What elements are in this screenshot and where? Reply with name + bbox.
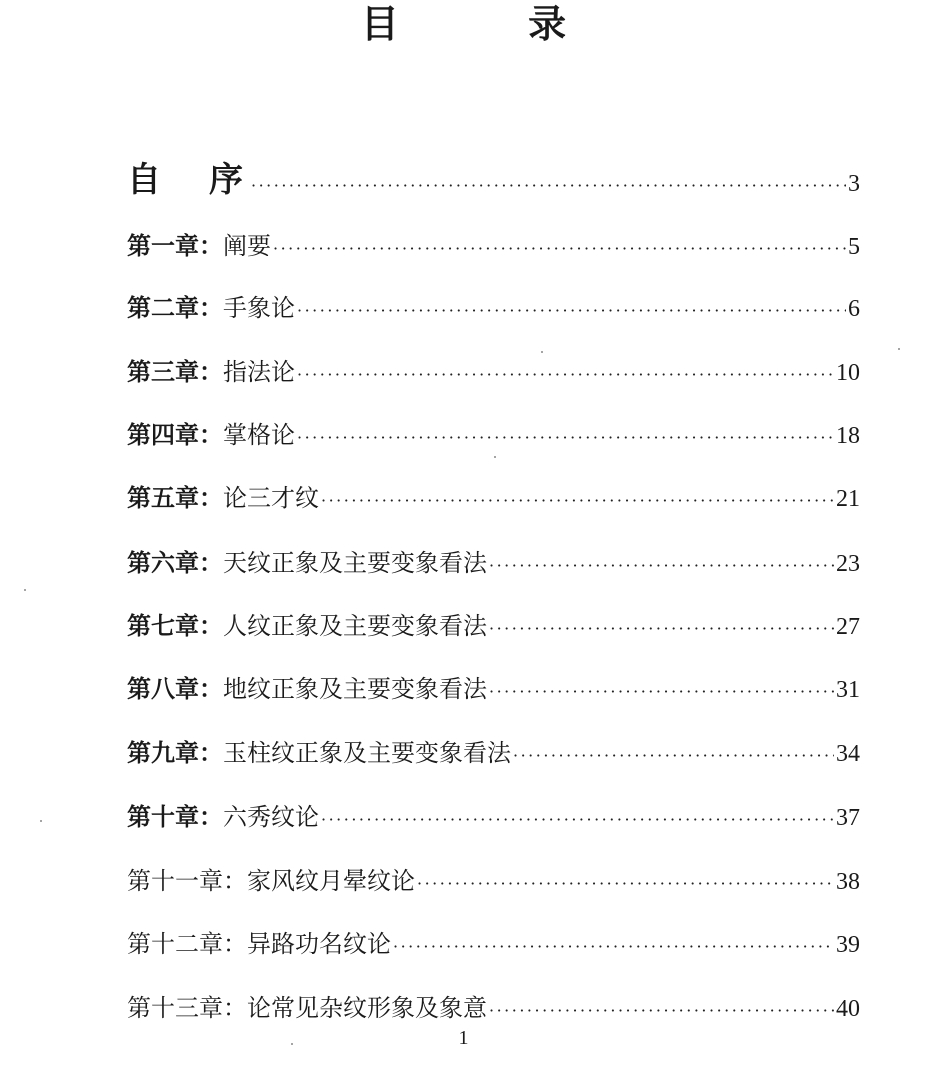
chapter-title: 指法论 [223,358,295,386]
chapter-title: 家风纹月晕纹论 [247,867,415,895]
scan-speck [24,589,26,591]
scan-speck [898,348,900,350]
chapter-number: 第二章： [127,293,223,322]
chapter-number: 第八章： [127,674,223,703]
chapter-title: 玉柱纹正象及主要变象看法 [223,739,511,767]
toc-entry-page: 38 [836,869,860,895]
dot-leader [489,1001,834,1020]
chapter-title: 地纹正象及主要变象看法 [223,675,487,703]
chapter-number: 第六章： [127,548,223,577]
dot-leader [251,176,846,195]
toc-entry-page: 27 [836,614,860,640]
dot-leader [489,619,834,638]
scan-speck [541,351,543,353]
dot-leader [513,746,834,765]
toc-entry-page: 23 [836,551,860,577]
toc-entry-chapter-13[interactable] [127,988,860,1023]
chapter-title: 异路功名纹论 [247,930,391,958]
chapter-title: 阐要 [223,232,271,260]
scan-speck [40,820,42,822]
dot-leader [393,937,834,956]
chapter-number: 第五章： [127,483,223,512]
chapter-number: 第九章： [127,738,223,767]
chapter-title: 论常见杂纹形象及象意 [247,994,487,1022]
toc-entry-chapter-7[interactable] [127,606,860,641]
toc-entry-chapter-6[interactable] [127,543,860,578]
chapter-title: 手象论 [223,294,295,322]
dot-leader [321,491,834,510]
chapter-number: 第十一章： [127,867,247,895]
scan-speck [494,456,496,458]
scan-speck [291,1043,293,1045]
chapter-title: 天纹正象及主要变象看法 [223,549,487,577]
toc-entry-page: 3 [848,171,860,197]
page-number: 1 [458,1027,469,1049]
toc-entry-page: 34 [836,741,860,767]
dot-leader [297,301,846,320]
dot-leader [297,365,834,384]
chapter-number: 第七章： [127,611,223,640]
toc-entry-chapter-2[interactable] [127,288,860,323]
dot-leader [489,682,834,701]
toc-entry-page: 18 [836,423,860,449]
dot-leader [297,428,834,447]
chapter-number: 第十二章： [127,930,247,958]
toc-entry-page: 37 [836,805,860,831]
toc-entry-page: 10 [836,360,860,386]
toc-entry-label: 自序 [127,160,291,200]
dot-leader [417,874,834,893]
toc-entry-chapter-9[interactable] [127,733,860,768]
toc-entry-chapter-12[interactable] [127,924,860,959]
toc-entry-chapter-4[interactable] [127,415,860,450]
chapter-title: 掌格论 [223,421,295,449]
chapter-number: 第一章： [127,231,223,260]
toc-entry-page: 40 [836,996,860,1022]
chapter-number: 第三章： [127,357,223,386]
toc-entry-chapter-5[interactable] [127,478,860,513]
page-title: 目 录 [360,1,625,46]
toc-entry-preface[interactable] [127,152,860,201]
dot-leader [321,810,834,829]
toc-entry-chapter-10[interactable] [127,797,860,832]
chapter-number: 第十章： [127,802,223,831]
chapter-title: 论三才纹 [223,484,319,512]
toc-entry-chapter-1[interactable] [127,226,860,261]
toc-entry-page: 6 [848,296,860,322]
toc-entry-page: 5 [848,234,860,260]
chapter-title: 人纹正象及主要变象看法 [223,612,487,640]
toc-entry-chapter-11[interactable] [127,861,860,896]
dot-leader [489,556,834,575]
toc-entry-page: 39 [836,932,860,958]
toc-entry-page: 21 [836,486,860,512]
toc-entry-chapter-8[interactable] [127,669,860,704]
dot-leader [273,239,846,258]
chapter-number: 第四章： [127,420,223,449]
chapter-title: 六秀纹论 [223,803,319,831]
toc-entry-page: 31 [836,677,860,703]
chapter-number: 第十三章： [127,994,247,1022]
toc-entry-chapter-3[interactable] [127,352,860,387]
